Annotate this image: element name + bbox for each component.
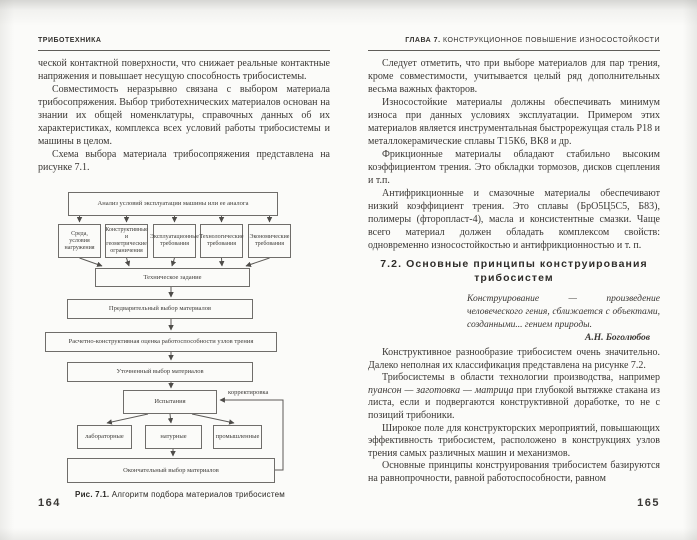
paragraph [38,83,330,148]
paragraph [368,148,660,187]
italic-text-run: пуансон — заготовка — матрица [368,384,514,396]
page-number-right: 165 [637,497,660,509]
text-run: Следует отметить, что при выборе материалов для пар трения, кроме совместимости, учитывается целый ряд дополнительных весьма важных факторов. [368,58,660,95]
flowchart-box-tests: Испытания [123,390,217,414]
flowchart-box-calc-evaluation: Расчетно-конструктивная оценка работоспособности узлов трения [45,332,277,352]
section-heading-7-2: 7.2. Основные принципы конструирования трибосистем [380,258,648,284]
running-head-chapter-title: КОНСТРУКЦИОННОЕ ПОВЫШЕНИЕ ИЗНОСОСТОЙКОСТИ [440,37,660,44]
text-run: при глубокой вытяжке стакана из листа, если и подвергаются конструктивной доработке, то не с позиций трибоники. [368,384,660,421]
flowchart-box-final-selection: Окончательный выбор материалов [67,458,275,483]
text-run: ческой контактной поверхности, что снижает реальные контактные напряжения и повышает несущую способность трибосистемы. [38,58,330,82]
text-run: Совместимость неразрывно связана с выбором материала трибосопряжения. Выбор триботехнических материалов основан на знании их общей номенклатуры, справочных данных об их характеристиках, комплекса всех условий работы трибосистемы и машины в целом. [38,84,330,147]
figure-caption-label: Рис. 7.1. [75,490,110,499]
text-run: Конструктивное разнообразие трибосистем очень значительно. Далеко неполная их классификация представлена на рисунке 7.2. [368,347,660,371]
paragraph [368,460,660,485]
flowchart-box-tests-lab: лабораторные [77,425,132,449]
paragraph [368,347,660,372]
flowchart-box-factor-operational: Эксплуатационные требования [153,224,196,258]
flowchart-box-factor-constructive: Конструктивные и геометрические ограничения [105,224,148,258]
text-run: Основные принципы конструирования трибосистем базируются на равнопрочности, равной работоспособности, равном [368,460,660,484]
running-head-rule-left [38,50,330,51]
flowchart-label-correction: корректировка [228,389,269,396]
paragraph [368,96,660,148]
left-page-body-text [38,57,330,187]
right-page-body-text-bottom [368,347,660,486]
epigraph-block [467,293,660,345]
text-run: Антифрикционные и смазочные материалы обеспечивают низкий коэффициент трения. Это сплавы (БрО5Ц5С5, Б83), полимеры (фторопласт-4), масла и консистентные смазки. Чаще всего материал должен обладать комплексом свойств: одновременно износостойкостью и антифрикционностью и т. п. [368,188,660,251]
right-page-body-text-top [368,57,660,253]
paragraph [368,187,660,252]
flowchart-box-factor-economic: Экономические требования [248,224,291,258]
running-head-right [368,37,660,44]
flowchart-box-refined-selection: Уточненный выбор материалов [67,362,253,382]
figure-caption-text: Алгоритм подбора материалов трибосистем [111,490,285,499]
text-run: Схема выбора материала трибосопряжения представлена на рисунке 7.1. [38,149,330,173]
running-head-left: ТРИБОТЕХНИКА [38,37,102,44]
page-number-left: 164 [38,497,61,509]
figure-caption [45,490,315,499]
figure-7-1-flowchart [45,188,315,508]
text-run: Трибосистемы в области технологии производства, например [382,372,660,384]
flowchart-box-factor-technological: Технологические требования [200,224,243,258]
paragraph [368,423,660,461]
flowchart-box-tests-industrial: промышленные [213,425,262,449]
flowchart-box-tests-natural: натурные [145,425,202,449]
flowchart-box-preliminary-selection: Предварительный выбор материалов [67,299,253,319]
paragraph [38,57,330,83]
paragraph [368,57,660,96]
flowchart-box-factor-environment: Среда, условия нагружения [58,224,101,258]
epigraph-author: А.Н. Боголюбов [585,333,650,343]
flowchart-box-analysis: Анализ условий эксплуатации машины или ее аналога [68,192,278,216]
paragraph [368,372,660,422]
running-head-rule-right [368,50,660,51]
epigraph-text: Конструирование — произведение человеческого гения, сближается с объектами, созданными... гением природы. [467,294,660,330]
text-run: Фрикционные материалы обладают стабильно высоким коэффициентом трения. Это обкладки тормозов, дисков сцепления и т.п. [368,149,660,186]
flowchart-box-tech-task: Техническое задание [95,268,250,287]
paragraph [38,148,330,174]
text-run: Широкое поле для конструкторских мероприятий, повышающих эффективность трибосистем, расположено в конструкциях узлов трения самых различных машин и механизмов. [368,422,660,459]
text-run: Износостойкие материалы должны обеспечивать минимум износа при данных условиях эксплуатации. Примером этих материалов является инструментальная быстрорежущая сталь Р18 и металлокерамические сплавы Т15К6, ВК8 и др. [368,97,660,147]
running-head-chapter: ГЛАВА 7. [405,37,441,44]
